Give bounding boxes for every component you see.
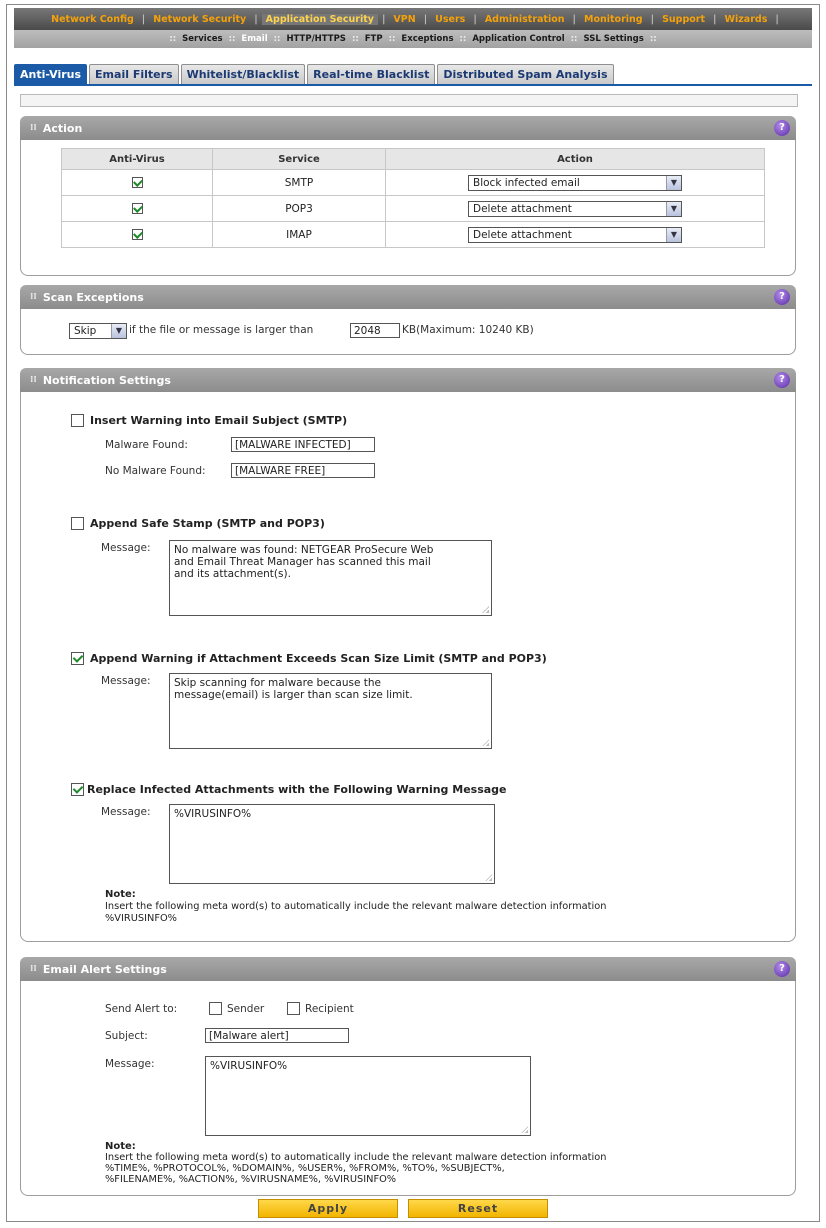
email-alert-settings-title: Email Alert Settings (42, 962, 167, 976)
action-section-title: Action (42, 121, 83, 135)
apply-button[interactable]: Apply (258, 1199, 398, 1218)
subnav-application-control[interactable]: Application Control (472, 34, 565, 44)
textarea-line: and Email Threat Manager has scanned this mail (174, 556, 431, 568)
nav-separator: | (775, 13, 779, 25)
subnav-separator: :: (649, 34, 657, 44)
col-header-service: Service (213, 149, 386, 170)
append-warning-exceed-label: Append Warning if Attachment Exceeds Scan Size Limit (SMTP and POP3) (90, 652, 547, 665)
grip-icon: ⁞⁞ (30, 375, 37, 385)
help-icon[interactable]: ? (774, 961, 790, 977)
scan-size-input[interactable]: 2048 (350, 323, 400, 338)
alert-recipient-label: Recipient (305, 1003, 354, 1015)
chevron-down-icon: ▼ (111, 324, 126, 338)
nav-separator: | (423, 13, 428, 25)
malware-found-label: Malware Found: (105, 439, 188, 451)
alert-recipient-checkbox[interactable] (287, 1002, 300, 1015)
nav-vpn[interactable]: VPN (393, 13, 416, 25)
textarea-line: message(email) is larger than scan size limit. (174, 689, 413, 701)
scan-exceptions-section (20, 309, 796, 355)
nav-separator: | (141, 13, 146, 25)
alert-note-title: Note: (105, 1141, 136, 1152)
nav-network-security[interactable]: Network Security (153, 13, 247, 25)
subnav-ftp[interactable]: FTP (364, 34, 383, 44)
grip-icon: ⁞⁞ (30, 123, 37, 133)
service-cell: SMTP (213, 170, 386, 196)
nav-application-security[interactable]: Application Security (262, 14, 378, 25)
nav-separator: | (650, 13, 655, 25)
nav-separator: | (572, 13, 577, 25)
help-icon[interactable]: ? (774, 289, 790, 305)
insert-warning-subject-label: Insert Warning into Email Subject (SMTP) (90, 414, 348, 427)
nav-separator: | (254, 13, 258, 25)
help-icon[interactable]: ? (774, 372, 790, 388)
tab-bar (14, 64, 614, 84)
replace-message-label: Message: (101, 806, 151, 818)
tab-underline (14, 84, 812, 86)
table-row (62, 196, 765, 222)
replace-message-textarea[interactable] (169, 804, 495, 884)
textarea-line: Skip scanning for malware because the (174, 677, 381, 689)
email-alert-settings-section (20, 981, 796, 1196)
notification-note-metawords: %VIRUSINFO% (105, 913, 177, 924)
no-malware-found-input[interactable]: [MALWARE FREE] (231, 463, 375, 478)
alert-note-metawords-2: %FILENAME%, %ACTION%, %VIRUSNAME%, %VIRUSINFO% (105, 1174, 397, 1185)
table-row (62, 170, 765, 196)
subnav-separator: :: (228, 34, 236, 44)
nav-monitoring[interactable]: Monitoring (584, 13, 643, 25)
tab-email-filters[interactable]: Email Filters (89, 64, 179, 84)
grip-icon: ⁞⁞ (30, 292, 37, 302)
subnav-separator: :: (459, 34, 467, 44)
subnav-separator: :: (351, 34, 359, 44)
subnav-http-https[interactable]: HTTP/HTTPS (286, 34, 346, 44)
textarea-line: and its attachment(s). (174, 568, 291, 580)
safe-stamp-message-textarea[interactable] (169, 540, 492, 616)
append-safe-stamp-label: Append Safe Stamp (SMTP and POP3) (90, 517, 325, 530)
subnav-email[interactable]: Email (241, 34, 268, 44)
notification-note-title: Note: (105, 889, 136, 900)
status-message-bar (20, 94, 798, 107)
alert-message-textarea[interactable] (205, 1056, 531, 1136)
chevron-down-icon: ▼ (666, 228, 681, 242)
table-header-row (62, 149, 765, 170)
pop3-antivirus-checkbox[interactable] (132, 203, 143, 214)
tab-whitelist-blacklist[interactable]: Whitelist/Blacklist (181, 64, 306, 84)
notification-settings-section (20, 392, 796, 942)
nav-separator: | (713, 13, 717, 25)
col-header-action: Action (386, 149, 765, 170)
alert-note-text: Insert the following meta word(s) to automatically include the relevant malware detection information (105, 1152, 607, 1163)
antivirus-action-table (61, 148, 765, 248)
alert-note-metawords-1: %TIME%, %PROTOCOL%, %DOMAIN%, %USER%, %FROM%, %TO%, %SUBJECT%, (105, 1163, 505, 1174)
replace-infected-label: Replace Infected Attachments with the Following Warning Message (87, 783, 507, 796)
subnav-ssl-settings[interactable]: SSL Settings (583, 34, 644, 44)
tab-distributed-spam-analysis[interactable]: Distributed Spam Analysis (437, 64, 613, 84)
scan-exceptions-header (20, 285, 796, 309)
help-icon[interactable]: ? (774, 120, 790, 136)
action-section-header (20, 116, 796, 140)
subnav-exceptions[interactable]: Exceptions (401, 34, 454, 44)
append-warning-exceed-checkbox[interactable] (71, 652, 84, 665)
grip-icon: ⁞⁞ (30, 964, 37, 974)
notification-settings-header (20, 368, 796, 392)
send-alert-label: Send Alert to: (105, 1003, 178, 1015)
sub-nav (14, 30, 812, 48)
alert-subject-input[interactable]: [Malware alert] (205, 1028, 349, 1043)
textarea-line: %VIRUSINFO% (210, 1060, 288, 1072)
select-value: Block infected email (473, 176, 580, 189)
chevron-down-icon: ▼ (666, 176, 681, 190)
service-cell: IMAP (213, 222, 386, 248)
nav-administration[interactable]: Administration (484, 13, 565, 25)
alert-sender-label: Sender (227, 1003, 265, 1015)
exceed-message-textarea[interactable] (169, 673, 492, 749)
scan-exception-text: if the file or message is larger than (129, 324, 314, 336)
email-alert-settings-header (20, 957, 796, 981)
nav-separator: | (381, 13, 386, 25)
malware-found-input[interactable]: [MALWARE INFECTED] (231, 437, 375, 452)
alert-sender-checkbox[interactable] (209, 1002, 222, 1015)
insert-warning-subject-checkbox[interactable] (71, 414, 84, 427)
scan-max-text: KB(Maximum: 10240 KB) (402, 324, 534, 336)
subnav-separator: :: (273, 34, 281, 44)
action-section (20, 140, 796, 276)
subnav-services[interactable]: Services (182, 34, 223, 44)
subnav-separator: :: (388, 34, 396, 44)
smtp-antivirus-checkbox[interactable] (132, 177, 143, 188)
subnav-separator: :: (169, 34, 177, 44)
top-nav (14, 8, 812, 30)
scan-exceptions-title: Scan Exceptions (42, 290, 144, 304)
no-malware-found-label: No Malware Found: (105, 465, 206, 477)
tab-anti-virus[interactable]: Anti-Virus (14, 64, 87, 84)
nav-users[interactable]: Users (435, 13, 466, 25)
nav-separator: | (473, 13, 477, 25)
subnav-separator: :: (570, 34, 578, 44)
notification-settings-title: Notification Settings (42, 373, 171, 387)
exceed-message-label: Message: (101, 675, 151, 687)
service-cell: POP3 (213, 196, 386, 222)
select-value: Delete attachment (473, 202, 572, 215)
nav-support[interactable]: Support (662, 13, 706, 25)
col-header-antivirus: Anti-Virus (62, 149, 213, 170)
pop3-action-select[interactable] (468, 201, 682, 217)
reset-button[interactable]: Reset (408, 1199, 548, 1218)
append-safe-stamp-checkbox[interactable] (71, 517, 84, 530)
alert-message-label: Message: (105, 1058, 155, 1070)
alert-subject-label: Subject: (105, 1030, 148, 1042)
select-value: Skip (74, 325, 97, 337)
textarea-line: %VIRUSINFO% (174, 808, 252, 820)
smtp-action-select[interactable] (468, 175, 682, 191)
tab-realtime-blacklist[interactable]: Real-time Blacklist (307, 64, 435, 84)
chevron-down-icon: ▼ (666, 202, 681, 216)
textarea-line: No malware was found: NETGEAR ProSecure Web (174, 544, 434, 556)
safe-stamp-message-label: Message: (101, 542, 151, 554)
nav-wizards[interactable]: Wizards (724, 13, 768, 25)
notification-note-text: Insert the following meta word(s) to automatically include the relevant malware detection information (105, 901, 607, 912)
table-row (62, 222, 765, 248)
scan-mode-select[interactable] (69, 323, 127, 339)
replace-infected-checkbox[interactable] (71, 783, 84, 796)
nav-network-config[interactable]: Network Config (51, 13, 134, 25)
imap-antivirus-checkbox[interactable] (132, 229, 143, 240)
select-value: Delete attachment (473, 228, 572, 241)
imap-action-select[interactable] (468, 227, 682, 243)
